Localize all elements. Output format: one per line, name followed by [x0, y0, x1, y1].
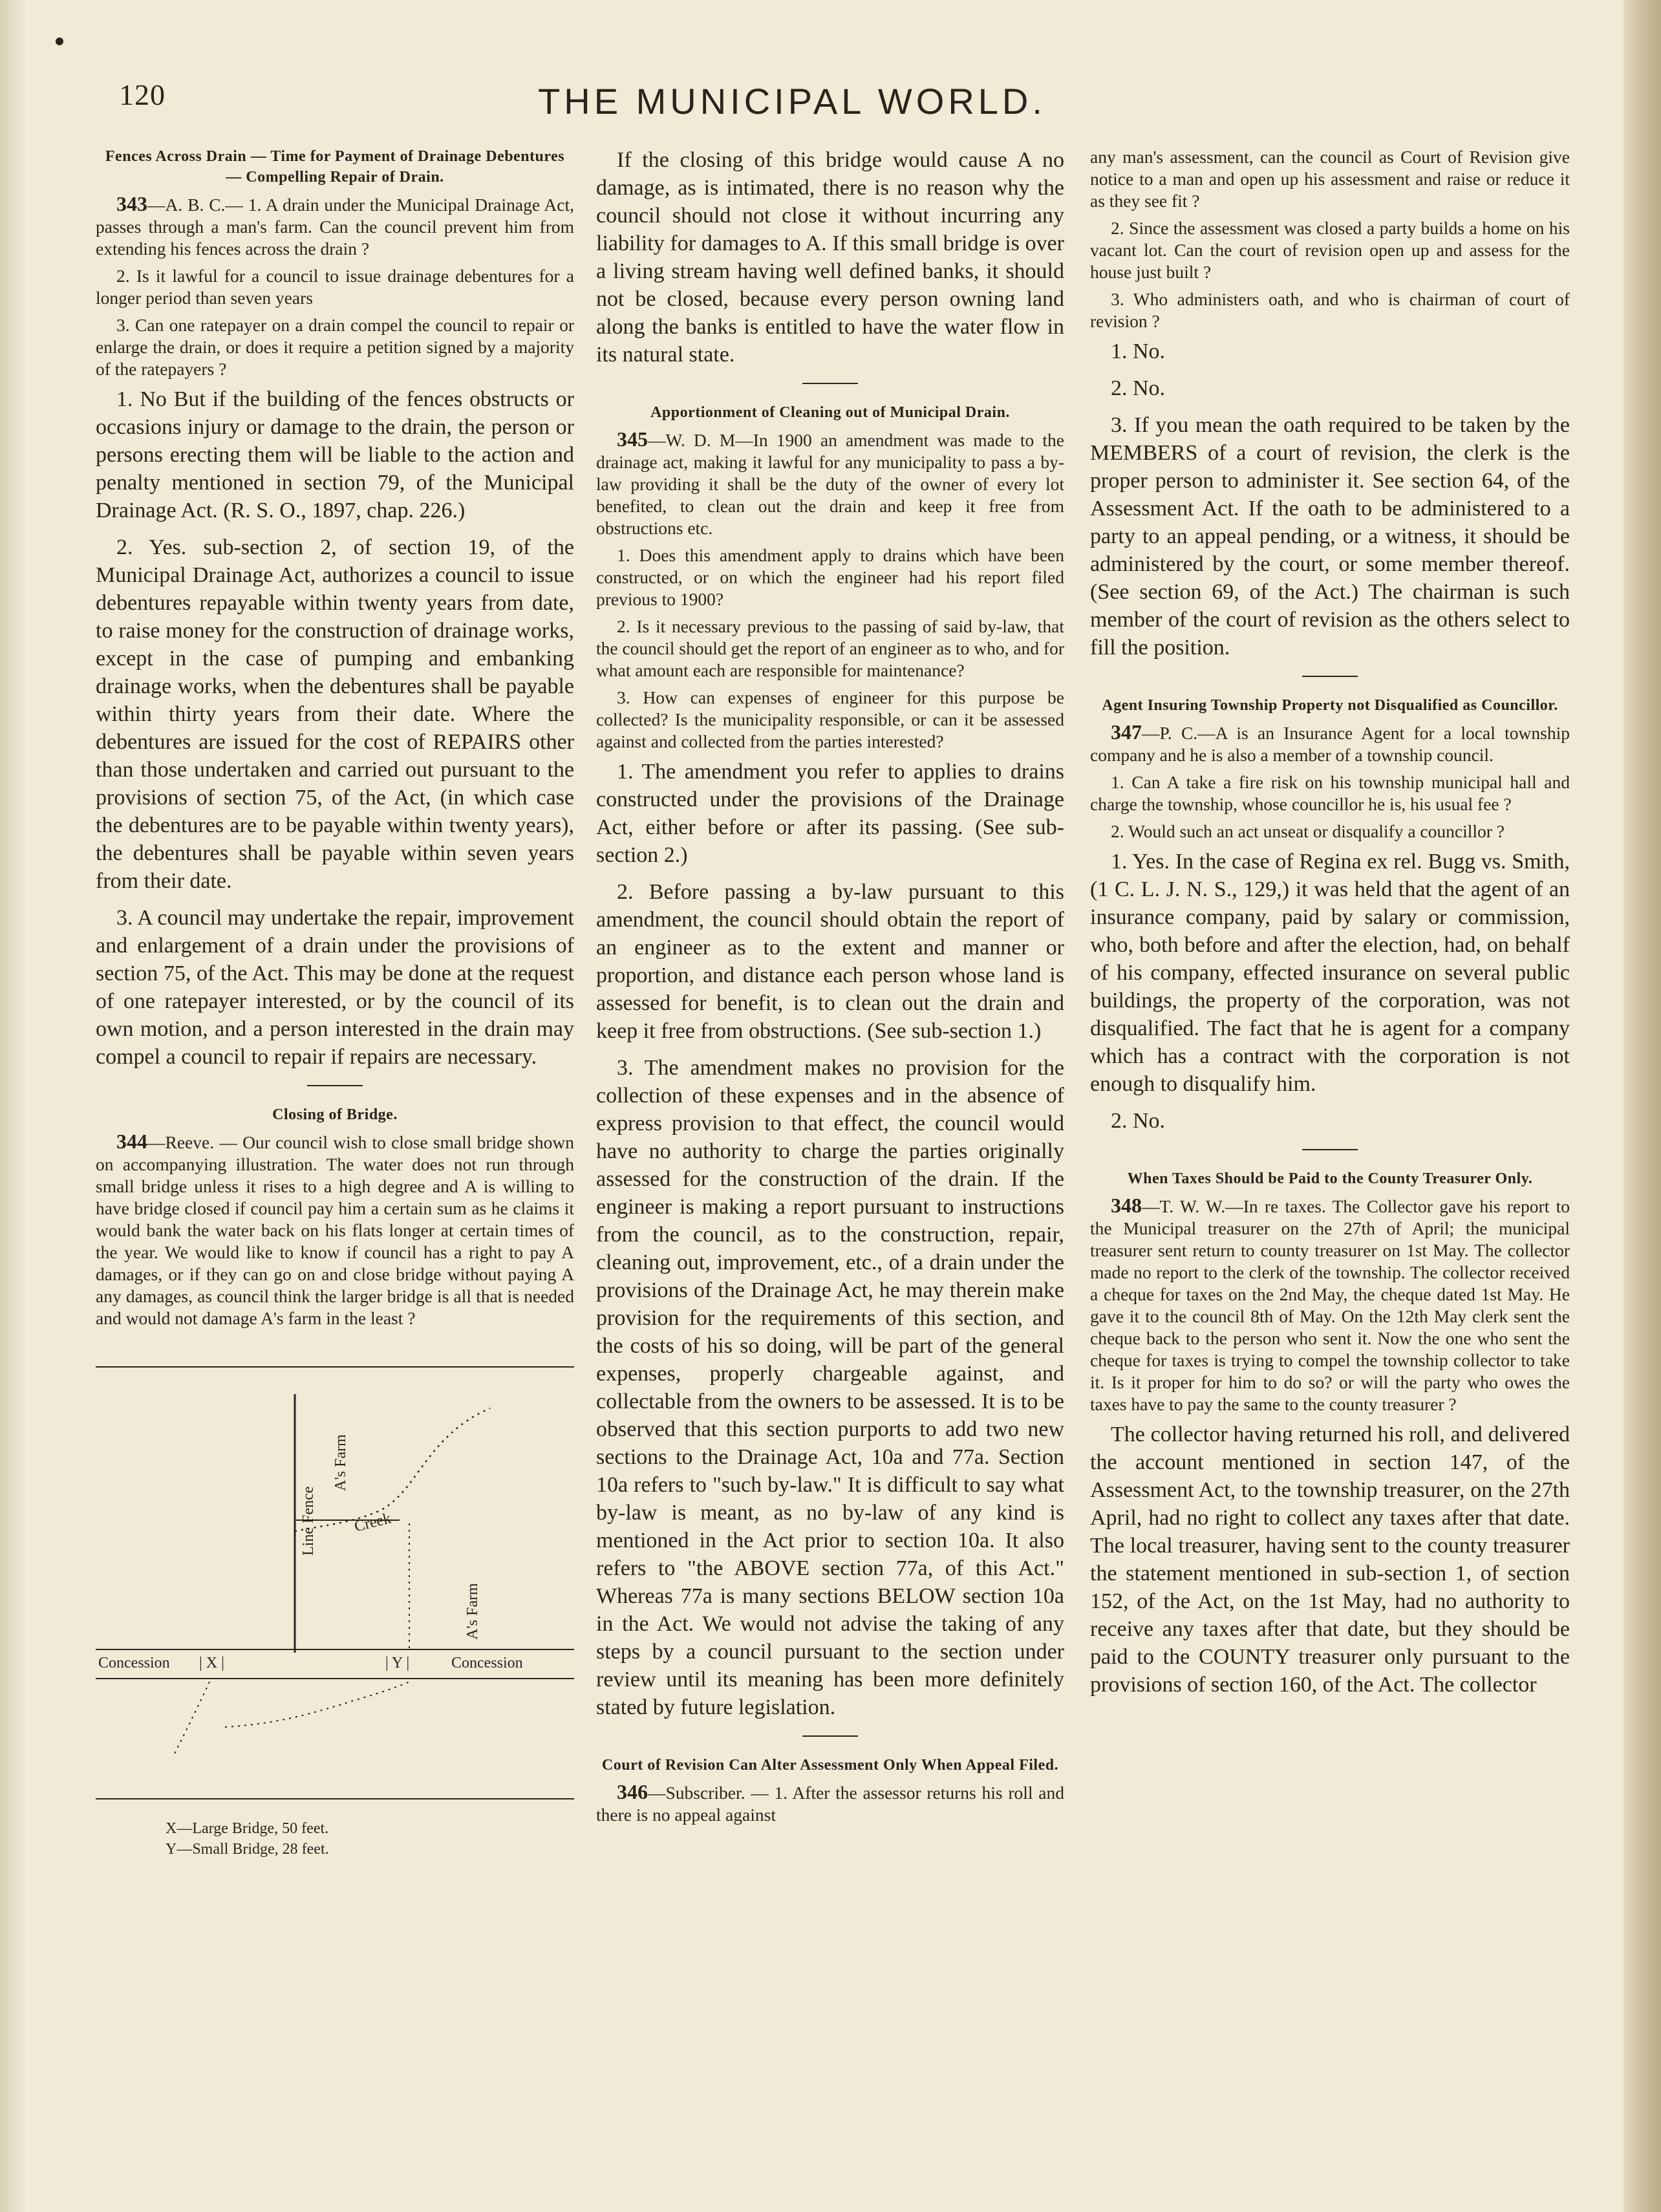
- answer-paragraph: 2. No.: [1111, 1109, 1166, 1133]
- creek-lower-branch: [225, 1682, 409, 1727]
- answer-paragraph: 1. No But if the building of the fences obstructs or occasions injury or damage to the drain, the person or persons erecting them will be liable to the action and penalty mentioned in section 79, of the Municipal Drainage Act. (R. S. O., 1897, chap. 226.): [96, 387, 574, 522]
- question-paragraph: 3. Can one ratepayer on a drain compel the council to repair or enlarge the drain, or does it require a petition signed by a majority of the ratepayers ?: [96, 315, 574, 379]
- section-heading: Fences Across Drain — Time for Payment of Drainage Debentures — Compelling Repair of Drain.: [105, 148, 565, 186]
- question-paragraph: 3. Who administers oath, and who is chairman of court of revision ?: [1090, 289, 1570, 331]
- bridge-diagram: [96, 1355, 574, 1808]
- question-number: 347: [1111, 720, 1142, 744]
- question-number: 344: [116, 1130, 147, 1153]
- answer-paragraph: 1. The amendment you refer to applies to drains constructed under the provisions of the Drainage Act, either before or after its passing. (See sub-section 2.): [596, 760, 1064, 867]
- question-text: —A. B. C.— 1. A drain under the Municipal Drainage Act, passes through a man's farm. Can the council prevent him from extending his fences across the drain ?: [96, 195, 574, 259]
- creek-lower: [173, 1682, 209, 1756]
- section-heading: Court of Revision Can Alter Assessment Only When Appeal Filed.: [601, 1757, 1059, 1774]
- question-paragraph: 2. Is it lawful for a council to issue drainage debentures for a longer period than seven years: [96, 266, 574, 308]
- column-2: [596, 146, 1064, 2183]
- section-heading: Agent Insuring Township Property not Disqualified as Councillor.: [1102, 697, 1558, 714]
- question-text: —T. W. W.—In re taxes. The Collector gave his report to the Municipal treasurer on the 27th of April; the municipal treasurer sent return to county treasurer on 1st May. The collector made no report to the clerk of the township. The collector received a cheque for taxes on the 2nd May, the cheque dated 1st May. He gave it to the council 8th of May. On the 12th May clerk sent the cheque back to the person who sent it. Now the one who sent the cheque for taxes is trying to compel the township collector to take it. Is it proper for him to do so? or will the party who owes the taxes have to pay the same to the county treasurer ?: [1090, 1196, 1570, 1414]
- question-paragraph: 3. How can expenses of engineer for this purpose be collected? Is the municipality responsible, or can it be assessed against and collected from the parties interested?: [596, 687, 1064, 751]
- bridge-diagram-drawing: [96, 1355, 574, 1808]
- label-creek: Creek: [352, 1510, 393, 1536]
- question-348: [1090, 1194, 1570, 1415]
- question-paragraph: 2. Is it necessary previous to the passing of said by-law, that the council should get the report of an engineer as to who, and for what amount each are responsible for maintenance?: [596, 616, 1064, 680]
- answer-paragraph: 3. The amendment makes no provision for the collection of these expenses and in the absence of express provision to that effect, the council would have no authority to charge the parties originally assessed for the construction of the drain. If the engineer is making a report pursuant to instructions from the council, as to the construction, repair, cleaning out, improvement, etc., of a drain under the provisions of the Drainage Act, he may therein make provision for the requirements of this section, and the costs of his so doing, will be part of the general expenses, properly chargeable against, and collectable from the owners to be assessed. It is to be observed that this section purports to add two new sections to the Drainage Act, 10a and 77a. Section 10a refers to "such by-law." It is difficult to say what by-law is meant, as no by-law of any kind is mentioned in the Act prior to section 10a. It also refers to "the ABOVE section 77a, of this Act." Whereas 77a is many sections BELOW section 10a in the Act. We would not advise the taking of any steps by a council pursuant to the section under review until its meaning has been more definitely stated by future legislation.: [596, 1056, 1064, 1719]
- page-shadow: [0, 0, 26, 2212]
- caption-y: Y—Small Bridge, 28 feet.: [166, 1841, 329, 1858]
- answer-paragraph: 2. Before passing a by-law pursuant to this amendment, the council should obtain the report of an engineer as to the extent and manner or proportion, and distance each person whose land is assessed for benefit, is to clean out the drain and keep it free from obstructions. (See sub-section 1.): [596, 880, 1064, 1043]
- answer-paragraph: If the closing of this bridge would cause A no damage, as is intimated, there is no reason why the council should not close it without incurring any liability for damages to A. If this small bridge is over a living stream having well defined banks, it should not be closed, because every person owning land along the banks is entitled to have the water flow in its natural state.: [596, 148, 1064, 367]
- column-1: [96, 146, 574, 2183]
- section-heading: Closing of Bridge.: [272, 1106, 398, 1123]
- divider: [307, 1085, 363, 1086]
- question-number: 348: [1111, 1194, 1142, 1217]
- label-concession-right: Concession: [451, 1655, 523, 1671]
- caption-x: X—Large Bridge, 50 feet.: [166, 1820, 329, 1837]
- question-paragraph: 1. Can A take a fire risk on his township municipal hall and charge the township, whose councillor he is, his usual fee ?: [1090, 772, 1570, 814]
- question-continuation: any man's assessment, can the council as Court of Revision give notice to a man and open up his assessment and raise or reduce it as they see fit ?: [1090, 147, 1570, 211]
- label-as-farm-top: A's Farm: [332, 1434, 349, 1491]
- question-paragraph: 2. Would such an act unseat or disqualify a councillor ?: [1111, 821, 1505, 841]
- label-x: | X |: [199, 1655, 224, 1671]
- column-3: [1090, 146, 1570, 2183]
- ink-dot: [56, 38, 63, 45]
- question-number: 343: [116, 192, 147, 215]
- running-title: THE MUNICIPAL WORLD.: [538, 81, 1046, 122]
- divider: [1302, 1149, 1358, 1150]
- answer-paragraph: 1. No.: [1111, 339, 1166, 363]
- question-345: [596, 428, 1064, 539]
- question-text: —Reeve. — Our council wish to close small bridge shown on accompanying illustration. The water does not run through small bridge unless it rises to a high degree and A is willing to have bridge closed if council pay him a certain sum as he claims it would bank the water back on his flats longer at certain times of the year. We would like to know if council has a right to pay A damages, or if they can go on and close bridge without paying A any damages, as council think the larger bridge is all that is needed and would not damage A's farm in the least ?: [96, 1132, 574, 1328]
- question-text: —Subscriber. — 1. After the assessor returns his roll and there is no appeal against: [596, 1783, 1064, 1825]
- answer-paragraph: 2. No.: [1111, 376, 1166, 400]
- question-347: [1090, 721, 1570, 766]
- section-heading: When Taxes Should be Paid to the County Treasurer Only.: [1127, 1170, 1533, 1187]
- page-number: 120: [119, 78, 166, 111]
- question-text: —W. D. M—In 1900 an amendment was made to the drainage act, making it lawful for any municipality to pass a by-law providing it shall be the duty of the owner of every lot benefited, to clean out the drain and keep it free from obstructions etc.: [596, 430, 1064, 538]
- question-346: [596, 1781, 1064, 1826]
- question-344: [96, 1130, 574, 1329]
- page-edge: [1623, 0, 1661, 2212]
- question-paragraph: 2. Since the assessment was closed a party builds a home on his vacant lot. Can the court of revision open up and assess for the house just built ?: [1090, 218, 1570, 282]
- section-heading: Apportionment of Cleaning out of Municipal Drain.: [650, 404, 1010, 421]
- divider: [802, 383, 858, 384]
- label-concession-left: Concession: [98, 1655, 170, 1671]
- label-y: | Y |: [385, 1655, 410, 1671]
- question-paragraph: 1. Does this amendment apply to drains which have been constructed, or on which the engineer had his report filed previous to 1900?: [596, 545, 1064, 609]
- divider: [1302, 676, 1358, 677]
- question-number: 346: [617, 1780, 648, 1803]
- answer-paragraph: The collector having returned his roll, and delivered the account mentioned in section 147, of the Assessment Act, to the township treasurer, on the 27th April, had no right to collect any taxes after that date. The local treasurer, having sent to the county treasurer the statement mentioned in sub-section 1, of section 152, of the Act, on the 1st May, had no authority to receive any taxes after that date, but they should be paid to the COUNTY treasurer only pursuant to the provisions of section 160, of the Act. The collector: [1090, 1423, 1570, 1697]
- creek-line: [295, 1408, 490, 1531]
- question-number: 345: [617, 427, 648, 451]
- answer-paragraph: 3. If you mean the oath required to be taken by the MEMBERS of a court of revision, the clerk is the proper person to administer it. See section 64, of the Assessment Act. If the oath to be administered to a party to an appeal pending, or a witness, it should be administered by the court, or some member thereof. (See section 69, of the Act.) The chairman is such member of the court of revision as the others select to fill the position.: [1090, 413, 1570, 660]
- question-343: [96, 193, 574, 260]
- label-as-farm-right: A's Farm: [464, 1583, 481, 1640]
- answer-paragraph: 3. A council may undertake the repair, improvement and enlargement of a drain under the provisions of section 75, of the Act. This may be done at the request of one ratepayer interested, or by the council of its own motion, and a person interested in the drain may compel a council to repair if repairs are necessary.: [96, 906, 574, 1069]
- question-text: —P. C.—A is an Insurance Agent for a local township company and he is also a member of a township council.: [1090, 723, 1570, 765]
- label-line-fence: Line Fence: [300, 1486, 317, 1556]
- answer-paragraph: 1. Yes. In the case of Regina ex rel. Bugg vs. Smith, (1 C. L. J. N. S., 129,) it was held that the agent of an insurance company, paid by salary or commission, who, both before and after the election, had, on behalf of his company, effected insurance on several public buildings, the property of the corporation, was not disqualified. The fact that he is agent for a company which has a contract with the corporation is not enough to disqualify him.: [1090, 850, 1570, 1096]
- figure-caption: [166, 1818, 574, 1860]
- divider: [802, 1735, 858, 1737]
- answer-paragraph: 2. Yes. sub-section 2, of section 19, of the Municipal Drainage Act, authorizes a council to issue debentures repayable within twenty years from date, to raise money for the construction of drainage works, except in the case of pumping and embanking drainage works, when the debentures shall be payable within thirty years from their date. Where the debentures are issued for the cost of REPAIRS other than those undertaken and carried out pursuant to the provisions of section 75, of the Act, (in which case the debentures are to be payable within twenty years), the debentures shall be payable within seven years from their date.: [96, 535, 574, 893]
